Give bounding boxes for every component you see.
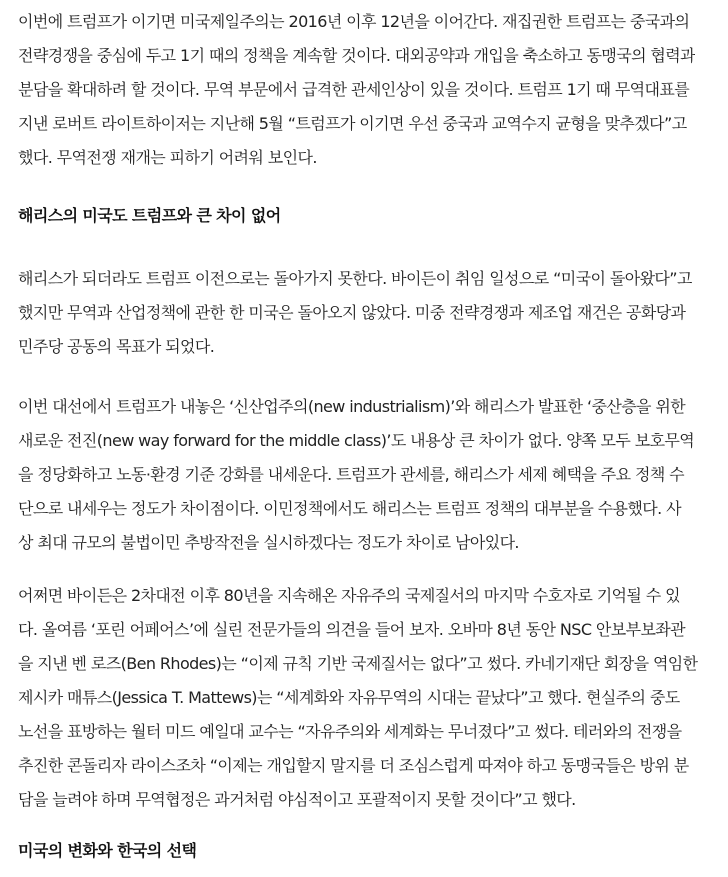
paragraph-harris-no-return [18,262,692,364]
paragraph-line: 노선을 표방하는 월터 미드 예일대 교수는 “자유주의와 세계화는 무너졌다”고 썼다. 테러와의 전쟁을 [18,722,682,741]
paragraph-line: 지낸 로버트 라이트하이저는 지난해 5월 “트럼프가 이기면 우선 중국과 교역수지 균형을 맞추겠다”고 [18,114,687,133]
paragraph-line: 을 정당화하고 노동·환경 기준 강화를 내세운다. 트럼프가 관세를, 해리스가 세제 혜택을 주요 정책 수 [18,465,685,484]
paragraph-liberal-order [18,579,698,817]
paragraph-line: 다. 올여름 ‘포린 어페어스’에 실린 전문가들의 의견을 들어 보자. 오바마 8년 동안 NSC 안보부보좌관 [18,620,686,639]
paragraph-line: 분담을 확대하려 할 것이다. 무역 부문에서 급격한 관세인상이 있을 것이다. 트럼프 1기 때 무역대표를 [18,80,690,99]
paragraph-line: 했다. 무역전쟁 재개는 피하기 어려워 보인다. [18,148,317,167]
paragraph-line: 했지만 무역과 산업정책에 관한 한 미국은 돌아오지 않았다. 미중 전략경쟁과 제조업 재건은 공화당과 [18,303,686,322]
section-heading-korea-choice: 미국의 변화와 한국의 선택 [18,841,197,860]
paragraph-line: 전략경쟁을 중심에 두고 1기 때의 정책을 계속할 것이다. 대외공약과 개입을 축소하고 동맹국의 협력과 [18,46,695,65]
paragraph-line: 새로운 전진(new way forward for the middle class)’도 내용상 큰 차이가 없다. 양쪽 모두 보호무역 [18,431,695,450]
paragraph-line: 담을 늘려야 하며 무역협정은 과거처럼 야심적이고 포괄적이지 못할 것이다”고 했다. [18,790,576,809]
paragraph-line: 제시카 매튜스(Jessica T. Mattews)는 “세계화와 자유무역의 시대는 끝났다”고 했다. 현실주의 중도 [18,688,680,707]
paragraph-line: 이번 대선에서 트럼프가 내놓은 ‘신산업주의(new industrialism)’와 해리스가 발표한 ‘중산층을 위한 [18,397,686,416]
section-heading-harris: 해리스의 미국도 트럼프와 큰 차이 없어 [18,206,281,225]
paragraph-line: 을 지낸 벤 로즈(Ben Rhodes)는 “이제 규칙 기반 국제질서는 없다”고 썼다. 카네기재단 회장을 역임한 [18,654,698,673]
paragraph-line: 단으로 내세우는 정도가 차이점이다. 이민정책에서도 해리스는 트럼프 정책의 대부분을 수용했다. 사 [18,499,681,518]
paragraph-trump-reelection [18,5,695,175]
paragraph-line: 이번에 트럼프가 이기면 미국제일주의는 2016년 이후 12년을 이어간다. 재집권한 트럼프는 중국과의 [18,12,690,31]
paragraph-policy-comparison [18,390,694,560]
paragraph-line: 민주당 공동의 목표가 되었다. [18,337,215,356]
paragraph-line: 상 최대 규모의 불법이민 추방작전을 실시하겠다는 정도가 차이로 남아있다. [18,533,519,552]
paragraph-line: 어쩌면 바이든은 2차대전 이후 80년을 지속해온 자유주의 국제질서의 마지막 수호자로 기억될 수 있 [18,586,680,605]
paragraph-line: 해리스가 되더라도 트럼프 이전으로는 돌아가지 못한다. 바이든이 취임 일성으로 “미국이 돌아왔다”고 [18,269,692,288]
paragraph-line: 추진한 콘돌리자 라이스조차 “이제는 개입할지 말지를 더 조심스럽게 따져야 하고 동맹국들은 방위 분 [18,756,689,775]
